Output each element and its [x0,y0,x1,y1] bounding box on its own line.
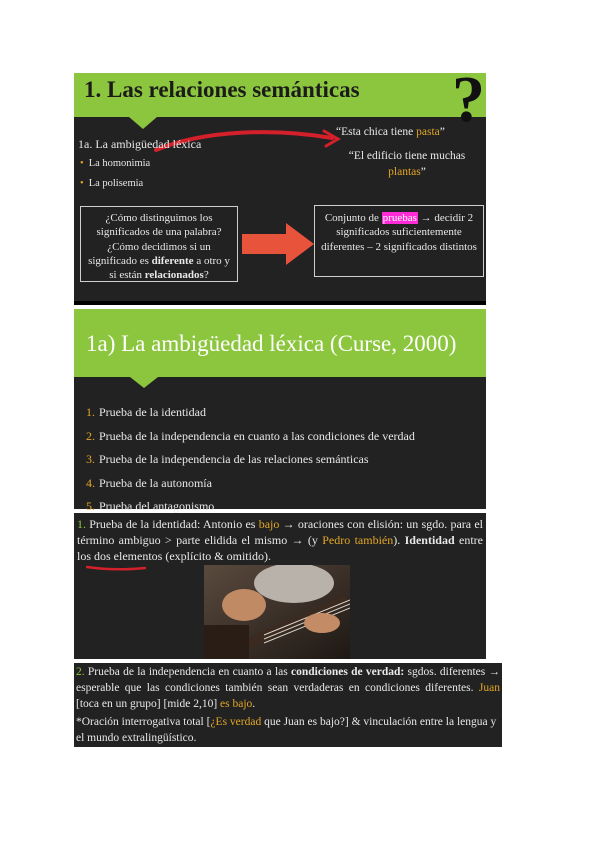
bass-guitar-photo [204,565,350,659]
title-band-notch [129,117,157,129]
list-item: 3. Prueba de la independencia de las relaciones semánticas [86,452,369,466]
slide-relaciones-semanticas [74,63,486,305]
subheading-ambiguedad: 1a. La ambigüedad léxica [78,137,202,151]
answer-box: Conjunto de pruebas → decidir 2 significados suficientemente diferentes – 2 significados distintos [314,205,484,277]
slide-bottom-bar [74,301,486,305]
list-item: 4. Prueba de la autonomía [86,475,212,490]
slide-title: 1a) La ambigüedad léxica (Curse, 2000) [86,331,457,356]
list-item: 1. Prueba de la identidad [86,405,206,419]
example-quote-plantas: “El edificio tiene muchas plantas” [348,150,466,178]
bullet-icon: • [80,178,84,189]
list-item: • La homonimia [80,158,151,169]
red-underline-icon [86,565,146,571]
slide-ambiguedad-lexica [74,309,486,513]
bullet-list [80,153,150,198]
question-box: ¿Cómo distinguimos los significados de una palabra? ¿Cómo decidimos si un significado es diferente a otro y si están relacionados? [80,206,238,282]
orange-arrow-icon [242,223,314,265]
title-band-notch [130,377,158,388]
identity-test-text: 1. Prueba de la identidad: Antonio es bajo → oraciones con elisión: un sgdo. para el término ambiguo > parte elidida el mismo → (y Pedro también). Identidad entre los dos elementos (explícito & omitido). [77,517,483,564]
slide-condiciones-verdad [74,663,502,747]
list-item: 2. Prueba de la independencia en cuanto a las condiciones de verdad [86,428,415,443]
slide-prueba-identidad [74,513,486,659]
tests-list [86,405,415,523]
bullet-icon: • [80,158,84,169]
question-mark-icon: ? [452,63,485,136]
example-quote-pasta: “Esta chica tiene pasta” [336,126,445,138]
truth-conditions-text: 2. Prueba de la independencia en cuanto a las condiciones de verdad: sgdos. diferentes → esperable que las condiciones también sean verdaderas en condiciones diferentes. Juan [toca en un grupo] [mide 2,10] es bajo. [76,666,500,711]
list-item: 5. Prueba del antagonismo [86,499,215,513]
slide-title: 1. Las relaciones semánticas [84,77,360,102]
bass-guitar-image [204,565,350,659]
list-item: • La polisemia [80,178,144,189]
interrogative-note: *Oración interrogativa total [¿Es verdad que Juan es bajo?] & vinculación entre la lengua y el mundo extralingüístico. [76,716,497,745]
